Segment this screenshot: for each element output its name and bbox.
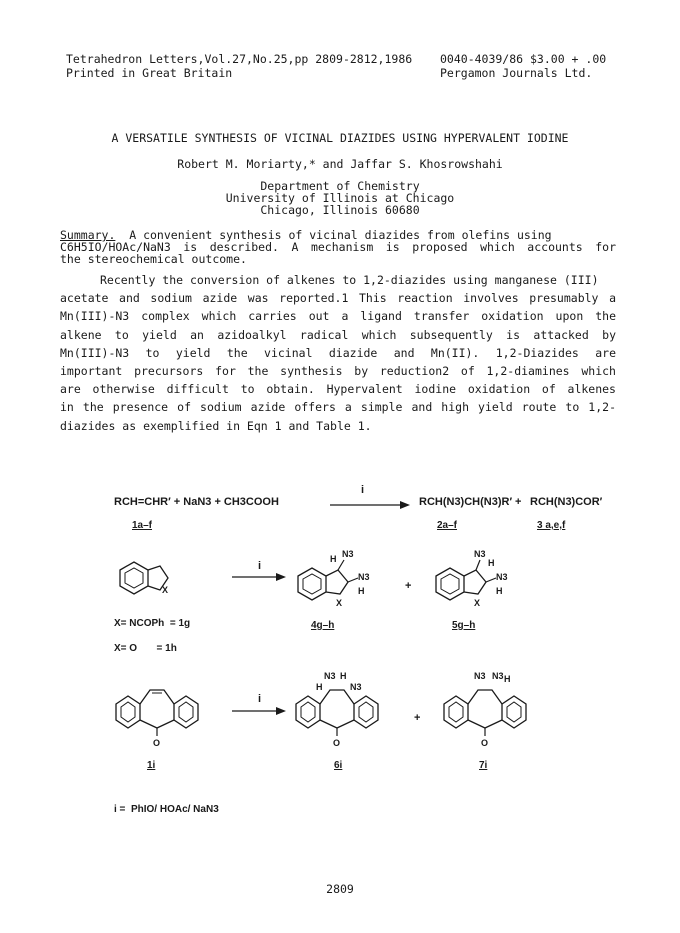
scheme-plus: + bbox=[405, 580, 412, 592]
body-line: diazides as exemplified in Eqn 1 and Table 1. bbox=[60, 418, 372, 433]
svg-text:H: H bbox=[504, 674, 511, 684]
svg-text:O: O bbox=[333, 738, 341, 748]
summary-line-3: the stereochemical outcome. bbox=[60, 252, 247, 266]
svg-text:X: X bbox=[474, 598, 481, 608]
summary-line-1: Summary. A convenient synthesis of vicinal diazides from olefins using bbox=[60, 228, 552, 242]
arrow-label-i: i bbox=[361, 484, 365, 496]
svg-text:N3: N3 bbox=[474, 549, 486, 559]
compound-label-1: 1a–f bbox=[132, 520, 153, 531]
svg-text:N3: N3 bbox=[496, 572, 508, 582]
arrow-label-i: i bbox=[258, 560, 262, 572]
reaction-arrow bbox=[232, 704, 287, 718]
svg-text:H: H bbox=[340, 671, 347, 681]
struct-label-x: X bbox=[162, 585, 169, 595]
cis-diazide-structure bbox=[292, 548, 382, 614]
diazide-7i-structure bbox=[440, 670, 540, 752]
affiliation-city: Chicago, Illinois 60680 bbox=[260, 203, 420, 217]
svg-text:H: H bbox=[488, 558, 495, 568]
article-title: A VERSATILE SYNTHESIS OF VICINAL DIAZIDES USING HYPERVALENT IODINE bbox=[111, 131, 569, 145]
compound-label-6i: 6i bbox=[334, 760, 343, 771]
compound-label-2: 2a–f bbox=[437, 520, 458, 531]
scheme-plus: + bbox=[414, 712, 421, 724]
svg-text:X: X bbox=[336, 598, 343, 608]
trans-diazide-structure bbox=[430, 548, 520, 614]
reaction-arrow bbox=[330, 496, 410, 512]
journal-citation: Tetrahedron Letters,Vol.27,No.25,pp 2809-2812,1986 bbox=[66, 52, 413, 66]
body-line: important precursors for the synthesis by reduction2 of 1,2-diamines which bbox=[60, 364, 616, 379]
svg-text:N3: N3 bbox=[492, 671, 504, 681]
svg-text:N3: N3 bbox=[324, 671, 336, 681]
svg-text:H: H bbox=[316, 682, 323, 692]
compound-label-7i: 7i bbox=[479, 760, 488, 771]
scheme-reactants: RCH=CHR′ + NaN3 + CH3COOH bbox=[114, 496, 279, 508]
indene-substrate-structure bbox=[110, 558, 190, 608]
scheme-plus: + bbox=[515, 496, 522, 508]
reagent-definition: i = PhIO/ HOAc/ NaN3 bbox=[114, 804, 219, 815]
dibenzosuberenone-structure bbox=[112, 680, 212, 750]
scheme-product-diazide: RCH(N3)CH(N3)R′ bbox=[419, 496, 513, 508]
diazide-6i-structure bbox=[292, 670, 392, 752]
body-line: alkene to yield an azidoalkyl radical which subsequently is attacked by bbox=[60, 327, 616, 342]
svg-text:N3: N3 bbox=[342, 549, 354, 559]
summary-label: Summary. bbox=[60, 228, 116, 242]
compound-label-4: 4g–h bbox=[311, 620, 335, 631]
compound-label-1i: 1i bbox=[147, 760, 156, 771]
body-line: Mn(III)-N3 to yield the vicinal diazide and Mn(II). 1,2-Diazides are bbox=[60, 345, 616, 360]
body-line: Recently the conversion of alkenes to 1,2-diazides using manganese (III) bbox=[100, 273, 599, 287]
svg-text:H: H bbox=[496, 586, 503, 596]
svg-text:N3: N3 bbox=[474, 671, 486, 681]
reaction-arrow bbox=[232, 570, 287, 584]
svg-text:N3: N3 bbox=[358, 572, 370, 582]
body-line: acetate and sodium azide was reported.1 This reaction involves presumably a bbox=[60, 291, 616, 306]
affiliation-department: Department of Chemistry bbox=[260, 179, 420, 193]
body-line: in the presence of sodium azide offers a simple and high yield route to 1,2- bbox=[60, 400, 616, 415]
compound-label-5: 5g–h bbox=[452, 620, 476, 631]
scheme-product-ketone: RCH(N3)COR′ bbox=[530, 496, 603, 508]
svg-text:N3: N3 bbox=[350, 682, 362, 692]
body-line: Mn(III)-N3 complex which carries out a ligand transfer oxidation upon the bbox=[60, 309, 616, 324]
page-number: 2809 bbox=[326, 882, 354, 896]
affiliation-university: University of Illinois at Chicago bbox=[225, 191, 455, 205]
x-definition-1g: X= NCOPh = 1g bbox=[114, 618, 191, 629]
svg-text:O: O bbox=[481, 738, 489, 748]
svg-text:O: O bbox=[153, 738, 161, 748]
printed-location: Printed in Great Britain bbox=[66, 66, 233, 80]
article-code: 0040-4039/86 $3.00 + .00 bbox=[440, 52, 607, 66]
body-line: are otherwise difficult to obtain. Hypervalent iodine oxidation of alkenes bbox=[60, 382, 616, 397]
svg-text:H: H bbox=[330, 554, 337, 564]
x-definition-1h: X= O = 1h bbox=[114, 643, 177, 654]
authors: Robert M. Moriarty,* and Jaffar S. Khosrowshahi bbox=[177, 157, 503, 171]
arrow-label-i: i bbox=[258, 693, 262, 705]
body-paragraph bbox=[60, 271, 616, 435]
publisher: Pergamon Journals Ltd. bbox=[440, 66, 593, 80]
svg-text:H: H bbox=[358, 586, 365, 596]
summary-line-2: C6H5IO/HOAc/NaN3 is described. A mechanism is proposed which accounts for bbox=[60, 240, 616, 254]
compound-label-3: 3 a,e,f bbox=[537, 520, 566, 531]
